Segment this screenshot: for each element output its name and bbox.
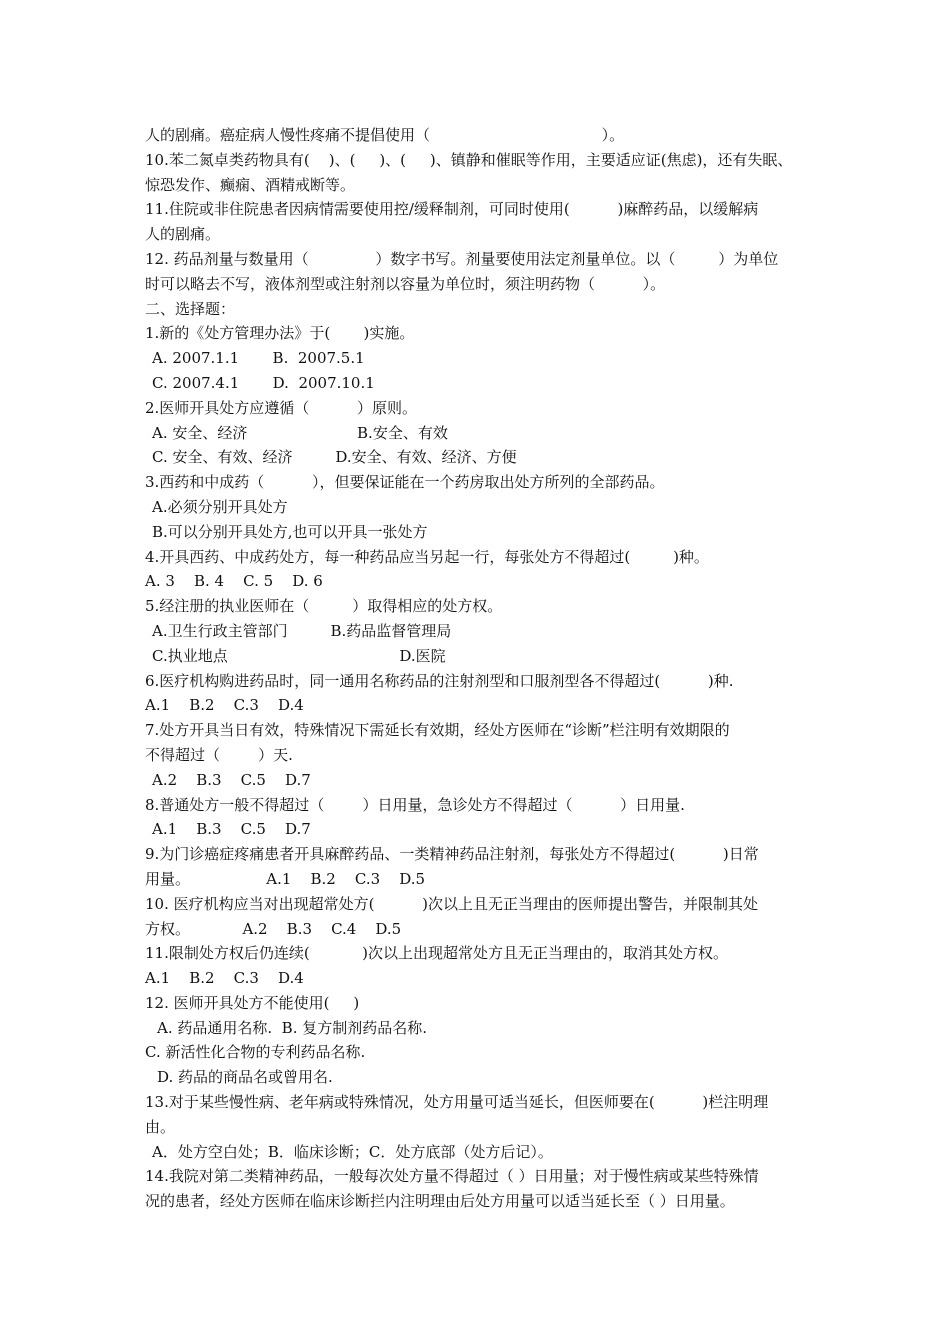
- mc-question-10: 10. 医疗机构应当对出现超常处方( )次以上且无正当理由的医师提出警告，并限制其处: [145, 894, 759, 913]
- option-line: A.卫生行政主管部门 B.药品监督管理局: [152, 621, 452, 640]
- mc-question-12: 12. 医师开具处方不能使用( ): [145, 993, 360, 1012]
- text-line: 时可以略去不写，液体剂型或注射剂以容量为单位时，须注明药物（ ）。: [145, 274, 666, 293]
- option-line: A. 2007.1.1 B. 2007.5.1: [152, 349, 365, 368]
- document-body: [145, 123, 810, 1214]
- text-line: 由。: [145, 1117, 176, 1136]
- option-line: 方权。 A.2 B.3 C.4 D.5: [145, 919, 402, 938]
- option-line: A.必须分别开具处方: [152, 497, 288, 516]
- text-line: 人的剧痛。癌症病人慢性疼痛不提倡使用（ ）。: [145, 126, 625, 144]
- option-line: D. 药品的商品名或曾用名.: [157, 1068, 333, 1087]
- option-line: A. 3 B. 4 C. 5 D. 6: [145, 572, 323, 591]
- mc-question-3: 3.西药和中成药（ ），但要保证能在一个药房取出处方所列的全部药品。: [145, 473, 665, 492]
- mc-question-9: 9.为门诊癌症疼痛患者开具麻醉药品、一类精神药品注射剂，每张处方不得超过( )日常: [145, 845, 759, 864]
- option-line: A. 安全、经济 B.安全、有效: [152, 423, 448, 442]
- option-line: C. 新活性化合物的专利药品名称.: [145, 1043, 366, 1062]
- section-heading: 二、选择题：: [145, 299, 236, 318]
- mc-question-14: 14.我院对第二类精神药品，一般每次处方量不得超过（ ）日用量；对于慢性病或某些特殊情: [145, 1167, 759, 1186]
- mc-question-6: 6.医疗机构购进药品时，同一通用名称药品的注射剂型和口服剂型各不得超过( )种.: [145, 671, 734, 690]
- question-12-line: 12. 药品剂量与数量用（ ）数字书写。剂量要使用法定剂量单位。以（ ）为单位: [145, 249, 779, 268]
- option-line: A．处方空白处；B．临床诊断；C．处方底部（处方后记）。: [152, 1142, 553, 1161]
- mc-question-5: 5.经注册的执业医师在（ ）取得相应的处方权。: [145, 597, 503, 616]
- text-line: 人的剧痛。: [145, 225, 221, 244]
- option-line: A.1 B.2 C.3 D.4: [145, 969, 304, 988]
- mc-question-2: 2.医师开具处方应遵循（ ）原则。: [145, 398, 417, 417]
- option-line: A.1 B.3 C.5 D.7: [152, 820, 311, 839]
- mc-question-8: 8.普通处方一般不得超过（ ）日用量，急诊处方不得超过（ ）日用量.: [145, 795, 685, 814]
- question-10-line: 10.苯二氮卓类药物具有( )、( )、( )、镇静和催眠等作用，主要适应证(焦虑)，还有失眠、: [145, 150, 793, 169]
- mc-question-11: 11.限制处方权后仍连续( )次以上出现超常处方且无正当理由的，取消其处方权。: [145, 944, 729, 963]
- text-line: 不得超过（ ）天.: [145, 745, 293, 764]
- option-line: C. 安全、有效、经济 D.安全、有效、经济、方便: [152, 448, 517, 467]
- mc-question-1: 1.新的《处方管理办法》于( )实施。: [145, 324, 415, 343]
- mc-question-4: 4.开具西药、中成药处方，每一种药品应当另起一行，每张处方不得超过( )种。: [145, 547, 709, 566]
- option-line: 用量。 A.1 B.2 C.3 D.5: [145, 869, 426, 888]
- option-line: C.执业地点 D.医院: [152, 646, 446, 665]
- text-line: 惊恐发作、癫痫、酒精戒断等。: [145, 175, 356, 194]
- option-line: A. 药品通用名称. B. 复方制剂药品名称.: [157, 1018, 428, 1037]
- text-line: 况的患者，经处方医师在临床诊断拦内注明理由后处方用量可以适当延长至（ ）日用量。: [145, 1192, 735, 1211]
- option-line: C. 2007.4.1 D. 2007.10.1: [152, 373, 375, 392]
- mc-question-7: 7.处方开具当日有效，特殊情况下需延长有效期，经处方医师在“诊断”栏注明有效期限的: [145, 721, 730, 740]
- option-line: A.2 B.3 C.5 D.7: [152, 770, 311, 789]
- option-line: B.可以分别开具处方,也可以开具一张处方: [152, 522, 428, 541]
- option-line: A.1 B.2 C.3 D.4: [145, 696, 304, 715]
- mc-question-13: 13.对于某些慢性病、老年病或特殊情况，处方用量可适当延长，但医师要在( )栏注明理: [145, 1093, 769, 1112]
- question-11-line: 11.住院或非住院患者因病情需要使用控/缓释制剂，可同时使用( )麻醉药品，以缓解病: [145, 200, 759, 219]
